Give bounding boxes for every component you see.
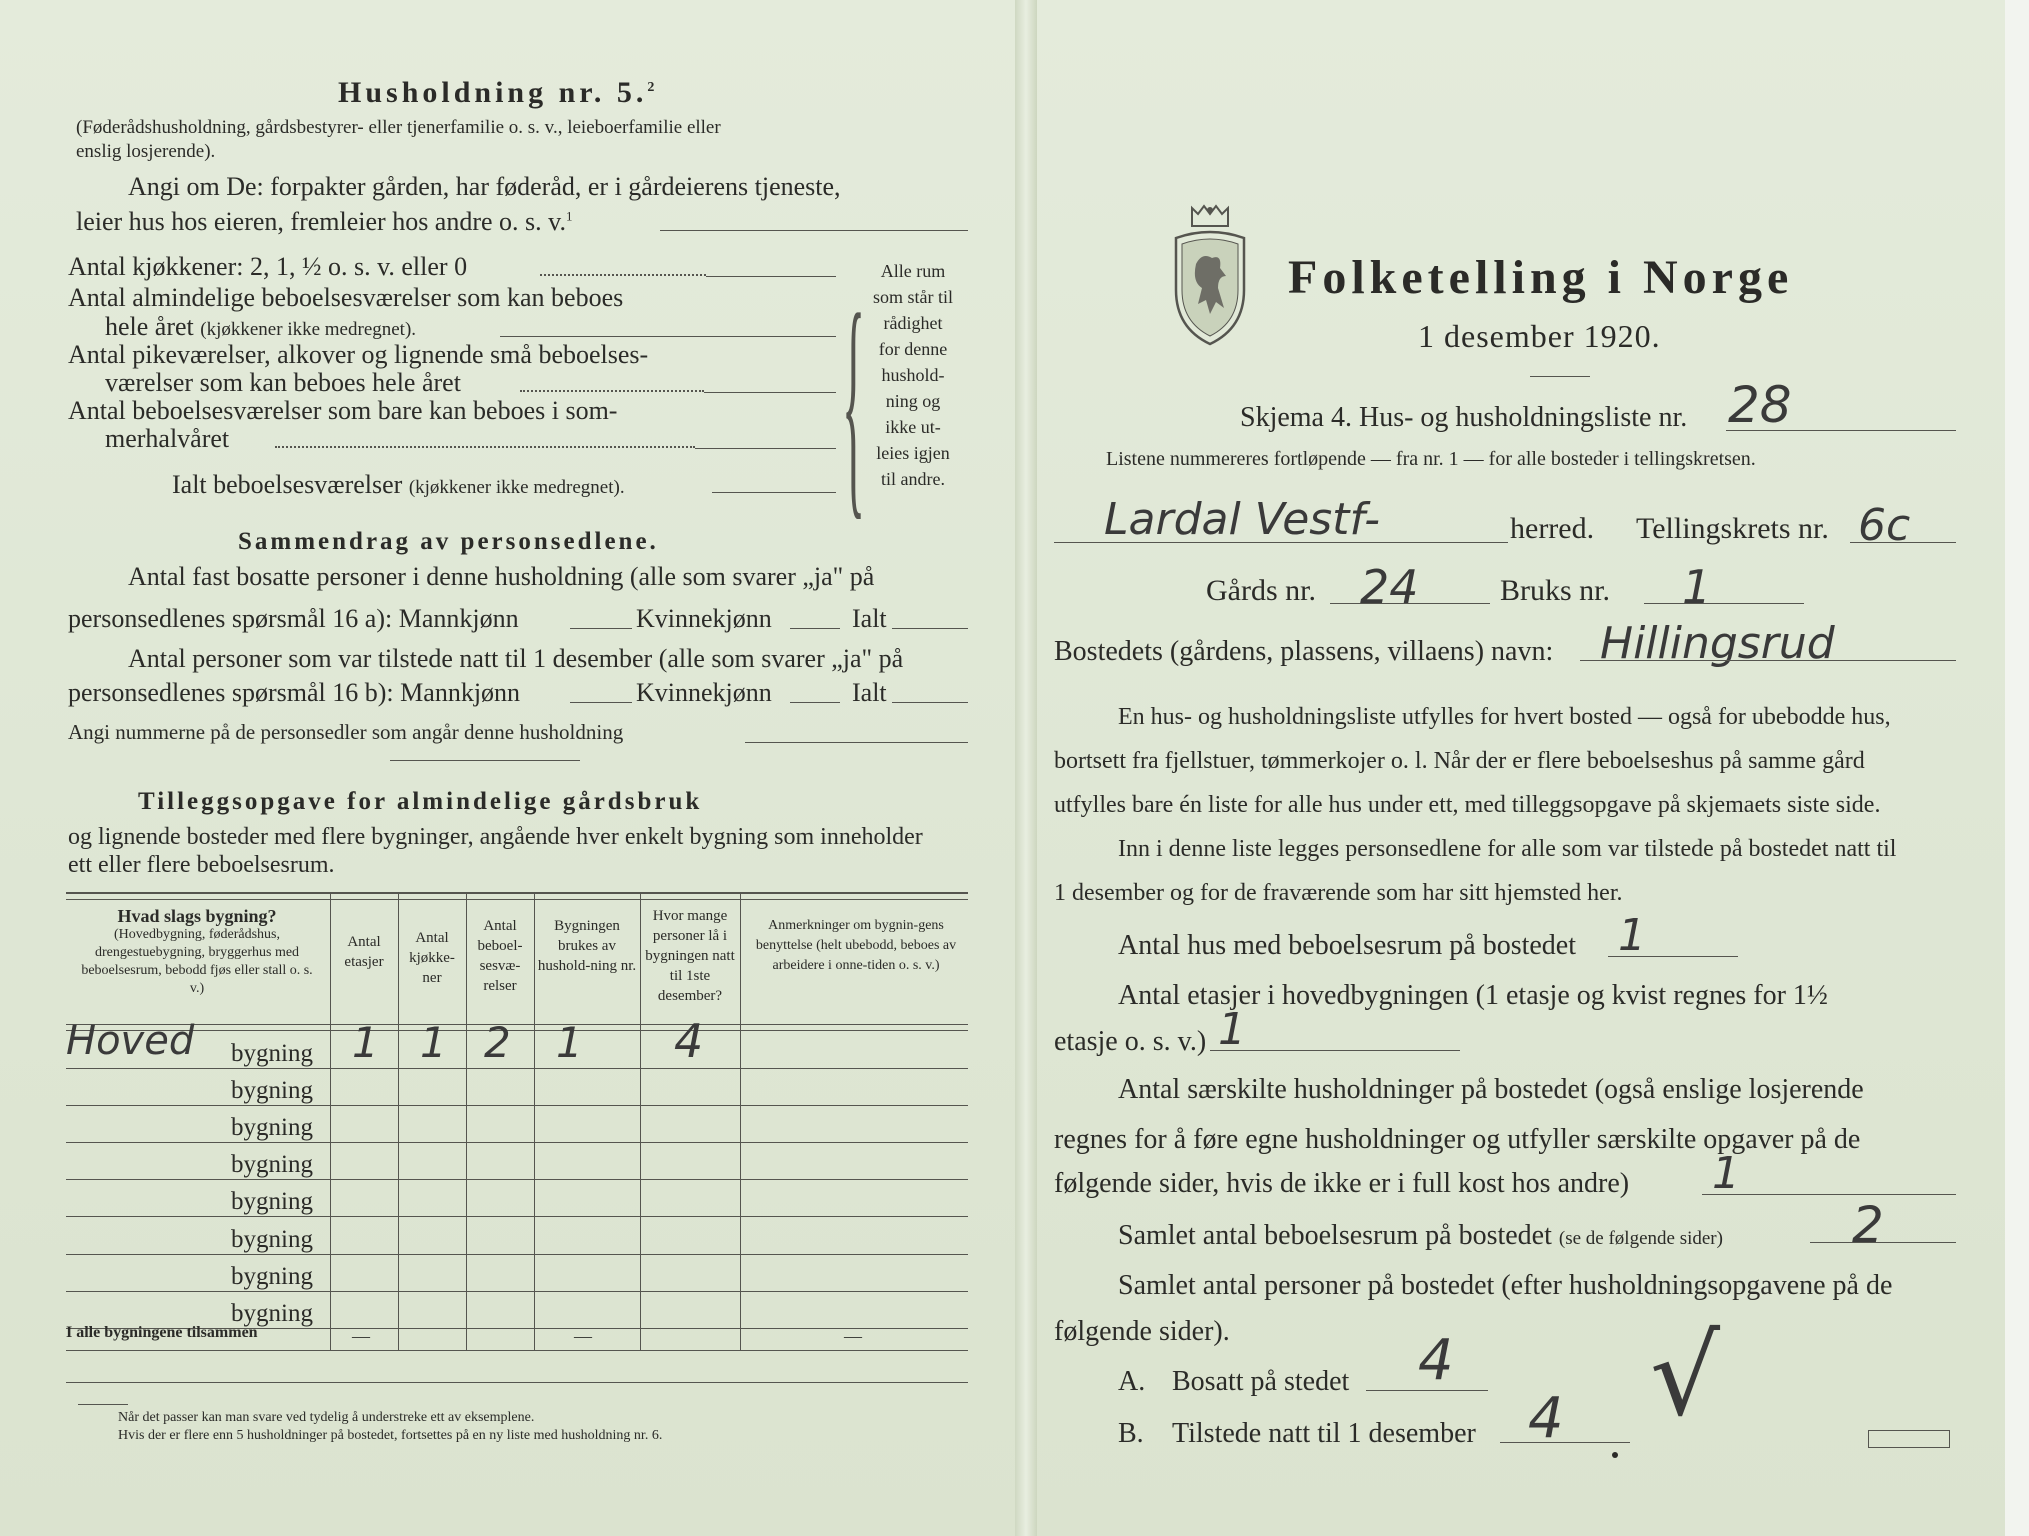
present-female-label: Kvinnekjønn <box>636 678 772 707</box>
rooms-line <box>500 336 836 337</box>
households-label1: Antal særskilte husholdninger på bostedet (også enslige losjerende <box>1118 1074 1864 1105</box>
resident-male-line <box>570 628 632 629</box>
row-rule <box>66 1105 968 1106</box>
summer-rooms-label2: merhalvåret <box>105 424 230 453</box>
header-rooms: Antal beboel-sesvæ-relser <box>477 918 523 994</box>
side-note-line: ikke ut- <box>885 417 941 437</box>
present-line <box>1500 1442 1630 1443</box>
col-divider <box>330 892 331 1350</box>
col-divider <box>740 892 741 1350</box>
instr-line5: 1 desember og for de fraværende som har sitt hjemsted her. <box>1054 880 1623 906</box>
kitchens-line <box>706 276 836 277</box>
header-remarks: Anmerkninger om bygnin-gens benyttelse (helt ubebodd, beboes av arbeidere i onne-tiden o. s. v.) <box>755 918 957 973</box>
rooms-label2: hele året (kjøkkener ikke medregnet). <box>105 312 417 341</box>
district-line <box>1850 542 1956 543</box>
kitchens-dots <box>540 274 706 276</box>
instr-line1: En hus- og husholdningsliste utfylles for hvert bosted — også for ubebodde hus, <box>1118 704 1891 730</box>
total-dash: — <box>844 1326 862 1346</box>
present-value: 4 <box>1528 1386 1564 1451</box>
census-title: Folketelling i Norge <box>1288 251 1794 304</box>
numbers-line <box>745 742 968 743</box>
municipality-value: Lardal Vestf- <box>1104 494 1381 545</box>
summary-line2: personsedlenes spørsmål 16 a): Mannkjønn <box>68 604 519 633</box>
summer-rooms-label1: Antal beboelsesværelser som bare kan beboes i som- <box>68 396 618 425</box>
resident-line <box>1366 1390 1488 1391</box>
place-name-line <box>1580 660 1956 661</box>
municipality-line <box>1054 542 1508 543</box>
row1-kitchens: 1 <box>420 1018 447 1067</box>
resident-label: Bosatt på stedet <box>1172 1366 1350 1397</box>
holding-number-line <box>1644 603 1804 604</box>
instr-line3: utfylles bare én liste for alle hus under ett, med tilleggsopgave på skjemaets siste side. <box>1054 792 1881 818</box>
side-note-line: hushold- <box>881 365 945 385</box>
resident-letter: A. <box>1118 1366 1146 1397</box>
supplement-title: Tilleggsopgave for almindelige gårdsbruk <box>138 788 703 815</box>
instr-line4: Inn i denne liste legges personsedlene for alle som var tilstede på bostedet natt til <box>1118 836 1897 862</box>
table-top-rule <box>66 892 968 894</box>
floors-line <box>1210 1050 1460 1051</box>
small-rooms-line <box>704 392 836 393</box>
side-note-line: leies igjen <box>876 443 950 463</box>
resident-total-label: Ialt <box>852 604 887 633</box>
col-divider <box>534 892 535 1350</box>
present-label: Tilstede natt til 1 desember <box>1172 1418 1476 1449</box>
header-floors: Antal etasjer <box>344 934 384 970</box>
row-label: bygning <box>231 1114 313 1141</box>
present-male-line <box>570 702 632 703</box>
header-building-type: Hvad slags bygning? (Hovedbygning, føderådshus, drengestuebygning, bryggerhus med beboelsesrum, bebodd fjøs eller stall o. s. v.) <box>81 906 313 996</box>
present-total-line <box>892 702 968 703</box>
side-note-line: ning og <box>885 391 941 411</box>
small-rooms-label2: værelser som kan beboes hele året <box>105 368 461 397</box>
row-label: bygning <box>231 1300 313 1327</box>
houses-line <box>1608 956 1738 957</box>
summary-line4: personsedlenes spørsmål 16 b): Mannkjønn <box>68 678 521 707</box>
angi-line1: Angi om De: forpakter gården, har føderåd, er i gårdeierens tjeneste, <box>128 172 841 201</box>
side-note-line: til andre. <box>881 469 945 489</box>
check-mark: √ <box>1650 1312 1721 1440</box>
resident-total-line <box>892 628 968 629</box>
ink-dot <box>1612 1452 1618 1458</box>
col-divider <box>640 892 641 1350</box>
side-note-line: for denne <box>878 339 948 359</box>
header-persons: Hvor mange personer lå i bygningen natt til 1ste desember? <box>645 908 735 1004</box>
instr-line2: bortsett fra fjellstuer, tømmerkojer o. l. Når der er flere beboelseshus på samme gård <box>1054 748 1865 774</box>
small-rooms-dots <box>520 390 704 392</box>
row1-floors: 1 <box>352 1018 379 1067</box>
intro-line1: (Føderådshusholdning, gårdsbestyrer- eller tjenerfamilie o. s. v., leieboerfamilie eller <box>76 117 721 138</box>
building-table <box>66 892 968 1384</box>
row1-household: 1 <box>556 1018 583 1067</box>
place-name-label: Bostedets (gårdens, plassens, villaens) navn: <box>1054 636 1554 667</box>
present-female-line <box>790 702 840 703</box>
houses-label: Antal hus med beboelsesrum på bostedet <box>1118 930 1577 961</box>
brace: { <box>842 267 866 543</box>
floors-label1: Antal etasjer i hovedbygningen (1 etasje og kvist regnes for 1½ <box>1118 980 1828 1011</box>
header-household: Bygningen brukes av hushold-ning nr. <box>537 918 637 974</box>
angi-line2: leier hus hos eieren, fremleier hos andre o. s. v.$^1$ <box>76 207 573 236</box>
district-label: Tellingskrets nr. <box>1636 512 1829 545</box>
row-rule <box>66 1142 968 1143</box>
row-label: bygning <box>231 1040 313 1067</box>
farm-number-line <box>1330 603 1490 604</box>
total-rooms-value: 2 <box>1852 1196 1884 1254</box>
side-note-line: Alle rum <box>880 261 946 281</box>
resident-female-label: Kvinnekjønn <box>636 604 772 633</box>
col-divider <box>398 892 399 1350</box>
row-rule <box>66 1179 968 1180</box>
row-label: bygning <box>231 1226 313 1253</box>
summer-rooms-dots <box>275 446 695 448</box>
total-rooms-label: Ialt beboelsesværelser (kjøkkener ikke medregnet). <box>172 470 625 499</box>
intro-line2: enslig losjerende). <box>76 141 216 162</box>
numbering-note: Listene nummereres fortløpende — fra nr. 1 — for alle bosteder i tellingskretsen. <box>1106 448 1756 470</box>
floors-label2: etasje o. s. v.) <box>1054 1026 1207 1057</box>
footnote2: Hvis der er flere enn 5 husholdninger på bostedet, fortsettes på en ny liste med husholdning nr. 6. <box>118 1428 663 1443</box>
title-rule <box>1530 376 1590 377</box>
place-name-value: Hillingsrud <box>1600 618 1835 669</box>
municipality-label: herred. <box>1510 512 1595 545</box>
summary-line3: Antal personer som var tilstede natt til 1 desember (alle som svarer „ja" på <box>128 644 904 673</box>
page-fold <box>1015 0 1037 1536</box>
floors-value: 1 <box>1218 1004 1246 1055</box>
row1-type: Hoved <box>66 1018 195 1064</box>
persons-label1: Samlet antal personer på bostedet (efter husholdningsopgavene på de <box>1118 1270 1893 1301</box>
printer-stamp <box>1868 1430 1950 1448</box>
header-rule2 <box>66 1030 968 1031</box>
farm-number-value: 24 <box>1360 560 1419 614</box>
present-letter: B. <box>1118 1418 1144 1449</box>
total-rooms-label-right: Samlet antal beboelsesrum på bostedet (se de følgende sider) <box>1118 1220 1723 1251</box>
household-title: Husholdning nr. 5.$^2$ <box>338 76 659 109</box>
row-label: bygning <box>231 1151 313 1178</box>
holding-number-value: 1 <box>1682 560 1712 614</box>
row-rule <box>66 1350 968 1351</box>
table-top-rule2 <box>66 899 968 900</box>
rooms-label1: Antal almindelige beboelsesværelser som kan beboes <box>68 283 624 312</box>
summary-line1: Antal fast bosatte personer i denne husholdning (alle som svarer „ja" på <box>128 562 875 591</box>
persons-label2: følgende sider). <box>1054 1316 1230 1347</box>
row-label: bygning <box>231 1263 313 1290</box>
total-rooms-line-right <box>1810 1242 1956 1243</box>
side-note-line: som står til <box>873 287 953 307</box>
households-line <box>1702 1194 1956 1195</box>
total-row-label: I alle bygningene tilsammen <box>66 1324 258 1341</box>
row-rule <box>66 1068 968 1069</box>
resident-female-line <box>790 628 840 629</box>
row-rule <box>66 1216 968 1217</box>
total-rooms-line <box>712 492 836 493</box>
row-rule <box>66 1254 968 1255</box>
total-dash: — <box>574 1326 592 1346</box>
resident-value: 4 <box>1418 1328 1454 1393</box>
schema-label: Skjema 4. Hus- og husholdningsliste nr. <box>1240 402 1688 433</box>
district-value: 6c <box>1858 500 1911 551</box>
header-rule <box>66 1024 968 1025</box>
angi-answer-line <box>660 230 968 231</box>
side-note-line: rådighet <box>883 313 943 333</box>
table-bottom-rule <box>66 1382 968 1383</box>
supplement-line2: ett eller flere beboelsesrum. <box>68 852 335 878</box>
present-total-label: Ialt <box>852 678 887 707</box>
summary-line5: Angi nummerne på de personsedler som angår denne husholdning <box>68 720 624 744</box>
header-kitchens: Antal kjøkke-ner <box>409 930 455 986</box>
side-note <box>858 258 968 492</box>
page-edge <box>2005 0 2029 1536</box>
households-label2: regnes for å føre egne husholdninger og utfyller særskilte opgaver på de <box>1054 1124 1861 1155</box>
houses-value: 1 <box>1618 910 1646 961</box>
holding-number-label: Bruks nr. <box>1500 574 1611 607</box>
kitchens-label: Antal kjøkkener: 2, 1, ½ o. s. v. eller 0 <box>68 252 468 281</box>
footnote-rule <box>78 1404 128 1405</box>
list-number-value: 28 <box>1728 376 1792 434</box>
row1-persons: 4 <box>674 1014 704 1068</box>
footnote1: Når det passer kan man svare ved tydelig å understreke ett av eksemplene. <box>118 1410 535 1425</box>
row-rule <box>66 1291 968 1292</box>
supplement-line1: og lignende bosteder med flere bygninger, angående hver enkelt bygning som inneholder <box>68 824 923 850</box>
row-label: bygning <box>231 1188 313 1215</box>
row-label: bygning <box>231 1077 313 1104</box>
summer-rooms-line <box>695 448 836 449</box>
small-rooms-label1: Antal pikeværelser, alkover og lignende små beboelses- <box>68 340 649 369</box>
row1-rooms: 2 <box>484 1018 511 1067</box>
separator-rule <box>390 760 580 761</box>
census-date: 1 desember 1920. <box>1418 318 1661 354</box>
col-divider <box>466 892 467 1350</box>
households-label3: følgende sider, hvis de ikke er i full kost hos andre) <box>1054 1168 1630 1199</box>
total-dash: — <box>352 1326 370 1346</box>
households-value: 1 <box>1712 1148 1740 1199</box>
summary-title: Sammendrag av personsedlene. <box>238 528 659 555</box>
coat-of-arms-icon <box>1168 204 1252 352</box>
farm-number-label: Gårds nr. <box>1206 574 1316 607</box>
